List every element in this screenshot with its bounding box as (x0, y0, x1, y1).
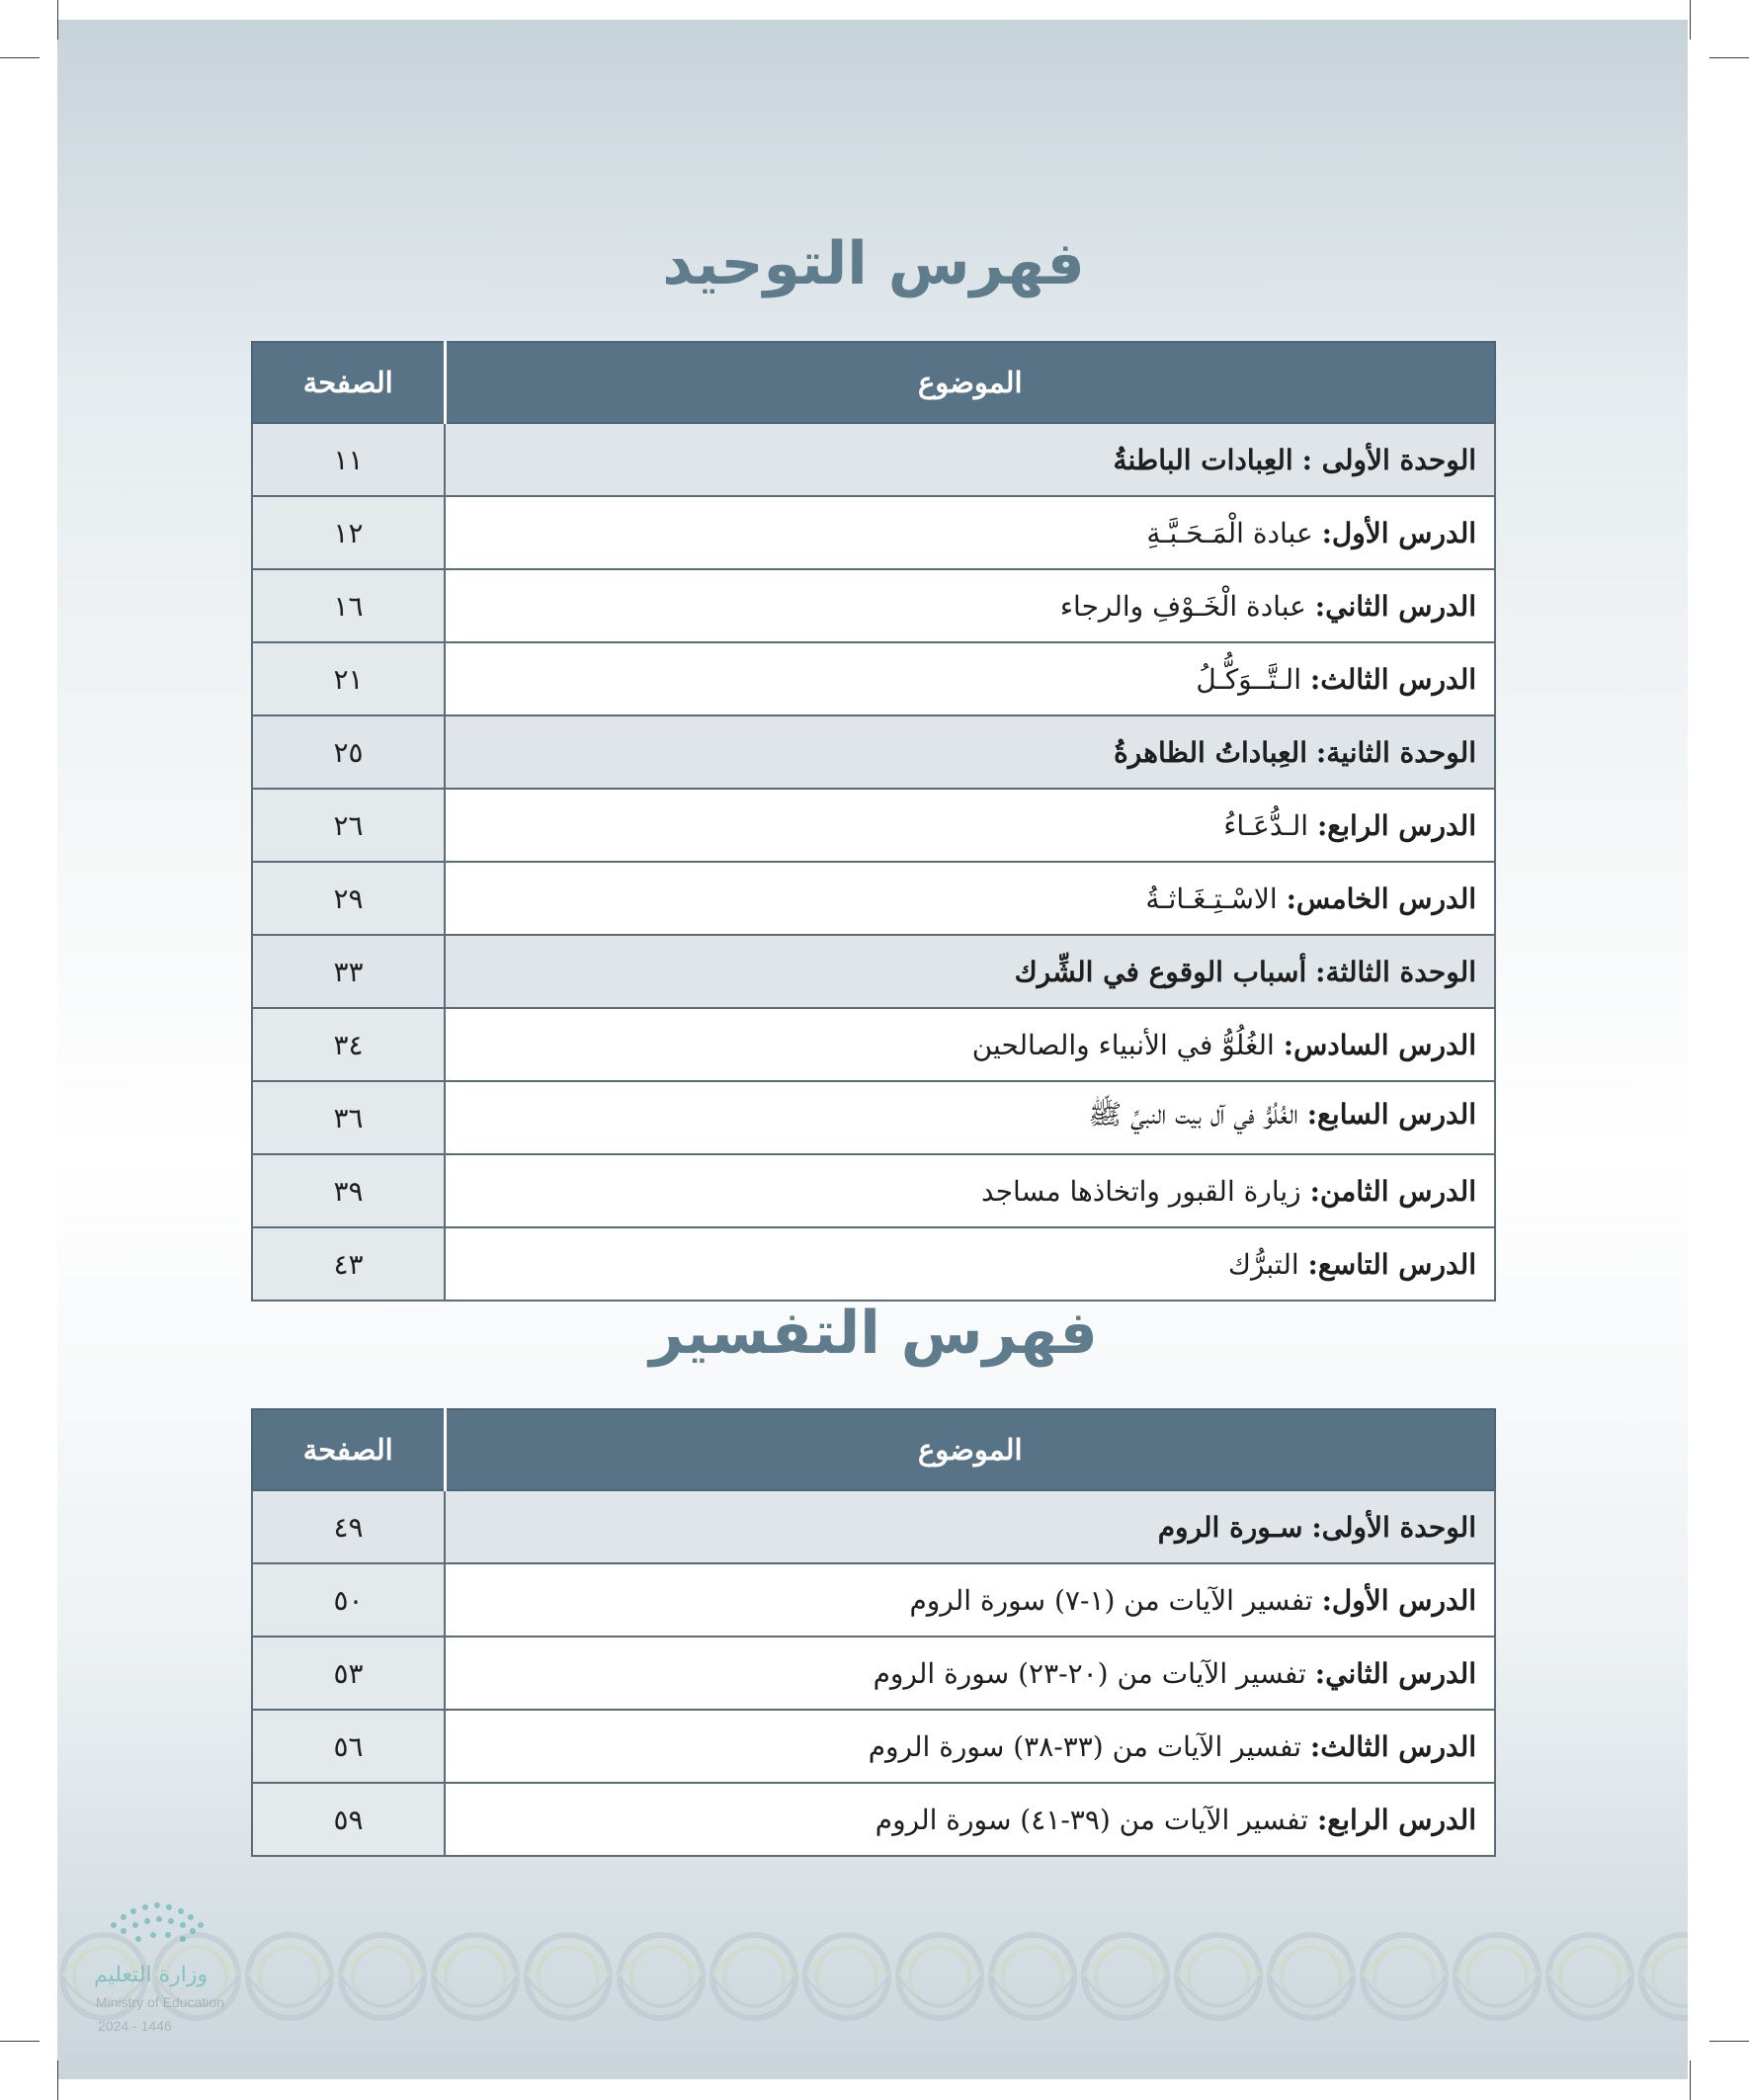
tafseer-index-title: فهرس التفسير (649, 1299, 1098, 1368)
lesson-title: زيارة القبور واتخاذها مساجد (981, 1174, 1301, 1208)
lesson-title: الـدُّعَـاءُ (1223, 808, 1309, 842)
lesson-row (252, 1081, 1495, 1154)
page-number-cell: ٥٠ (252, 1563, 445, 1637)
subject-cell (445, 789, 1495, 862)
lesson-row (252, 1637, 1495, 1710)
crop-mark-top-left-h (0, 57, 40, 58)
page-number-cell: ٣٩ (252, 1154, 445, 1227)
subject-cell (445, 1154, 1495, 1227)
subject-cell (445, 423, 1495, 496)
tafseer-index-table (251, 1408, 1496, 1857)
lesson-title: الغُلُوُّ في آل بيت النبيِّ ﷺ (1088, 1098, 1298, 1131)
page-number-cell: ١٢ (252, 496, 445, 569)
ministry-logo (94, 1895, 321, 2044)
logo-brand-ar: وزارة التعليم (94, 1963, 208, 1987)
lesson-row (252, 1563, 1495, 1637)
lesson-title: تفسير الآيات من (١-٧) سورة الروم (909, 1583, 1313, 1617)
subject-cell (445, 1710, 1495, 1783)
lesson-row (252, 1227, 1495, 1301)
logo-dots-icon (94, 1895, 242, 1955)
lesson-row (252, 1008, 1495, 1081)
unit-title: أسباب الوقوع في الشِّرك (1014, 955, 1307, 988)
lesson-title: تفسير الآيات من (٢٠-٢٣) سورة الروم (873, 1656, 1306, 1690)
lesson-title: تفسير الآيات من (٣٣-٣٨) سورة الروم (868, 1729, 1301, 1763)
page-number-cell: ٥٣ (252, 1637, 445, 1710)
subject-cell (445, 715, 1495, 789)
lesson-row (252, 569, 1495, 642)
subject-column-header: الموضوع (445, 342, 1495, 423)
page-column-header: الصفحة (252, 1409, 445, 1490)
crop-mark-bottom-right-h (1709, 2041, 1749, 2042)
lesson-title: الاسْـتِـغَـاثـةُ (1145, 882, 1278, 915)
subject-cell (445, 1081, 1495, 1154)
lesson-label: الدرس التاسع: (1307, 1247, 1476, 1281)
subject-cell (445, 642, 1495, 715)
table-header-row (252, 1409, 1495, 1490)
lesson-label: الدرس الأول: (1321, 516, 1476, 549)
lesson-label: الدرس الخامس: (1286, 882, 1476, 915)
page-number-cell: ٣٣ (252, 935, 445, 1008)
lesson-label: الدرس السابع: (1306, 1098, 1476, 1131)
subject-cell (445, 935, 1495, 1008)
lesson-row (252, 496, 1495, 569)
lesson-row (252, 1783, 1495, 1856)
lesson-label: الدرس الأول: (1321, 1583, 1476, 1617)
crop-mark-top-right-h (1709, 57, 1749, 58)
lesson-label: الدرس الثاني: (1314, 1656, 1476, 1690)
lesson-title: عبادة الْمَـحَـبَّـةِ (1146, 516, 1313, 549)
page-number-cell: ٤٩ (252, 1490, 445, 1563)
table-header-row (252, 342, 1495, 423)
page-number-cell: ٤٣ (252, 1227, 445, 1301)
lesson-label: الدرس السادس: (1283, 1028, 1476, 1061)
tawheed-index-table (251, 341, 1496, 1302)
subject-cell (445, 1563, 1495, 1637)
unit-label: الوحدة الثالثة: (1315, 955, 1476, 988)
lesson-label: الدرس الثاني: (1314, 589, 1476, 623)
unit-row (252, 423, 1495, 496)
crop-mark-bottom-right-v (1690, 2060, 1691, 2100)
unit-title: العِبادات الباطنةُ (1113, 443, 1293, 476)
lesson-title: التبرُّك (1227, 1247, 1299, 1281)
subject-cell (445, 862, 1495, 935)
lesson-row (252, 642, 1495, 715)
lesson-label: الدرس الرابع: (1316, 1803, 1476, 1836)
lesson-title: الـتَّــوَكُّـلُ (1196, 662, 1301, 696)
page-number-cell: ٢٩ (252, 862, 445, 935)
logo-year: 2024 - 1446 (98, 2018, 172, 2034)
page-number-cell: ٢٦ (252, 789, 445, 862)
page-number-cell: ٣٦ (252, 1081, 445, 1154)
unit-label: الوحدة الأولى : (1301, 443, 1476, 476)
lesson-row (252, 1154, 1495, 1227)
lesson-row (252, 1710, 1495, 1783)
lesson-title: عبادة الْخَـوْفِ والرجاء (1059, 589, 1306, 623)
crop-mark-bottom-left-h (0, 2041, 40, 2042)
unit-row (252, 935, 1495, 1008)
page-number-cell: ٢١ (252, 642, 445, 715)
unit-row (252, 715, 1495, 789)
unit-label: الوحدة الثانية: (1315, 735, 1476, 769)
lesson-label: الدرس الثالث: (1309, 662, 1476, 696)
lesson-label: الدرس الثامن: (1309, 1174, 1476, 1208)
page-number-cell: ٣٤ (252, 1008, 445, 1081)
subject-cell (445, 1227, 1495, 1301)
subject-cell (445, 1008, 1495, 1081)
subject-cell (445, 1490, 1495, 1563)
page-column-header: الصفحة (252, 342, 445, 423)
page-number-cell: ٥٩ (252, 1783, 445, 1856)
lesson-title: تفسير الآيات من (٣٩-٤١) سورة الروم (874, 1803, 1309, 1836)
lesson-label: الدرس الثالث: (1309, 1729, 1476, 1763)
lesson-row (252, 789, 1495, 862)
subject-cell (445, 496, 1495, 569)
crop-mark-top-left-v (57, 0, 58, 40)
subject-cell (445, 1637, 1495, 1710)
subject-column-header: الموضوع (445, 1409, 1495, 1490)
lesson-label: الدرس الرابع: (1316, 808, 1476, 842)
unit-title: سـورة الروم (1157, 1510, 1303, 1544)
subject-cell (445, 569, 1495, 642)
subject-cell (445, 1783, 1495, 1856)
page-number-cell: ٥٦ (252, 1710, 445, 1783)
lesson-title: الغُلُوُّ في الأنبياء والصالحين (971, 1028, 1275, 1061)
lesson-row (252, 862, 1495, 935)
crop-mark-top-right-v (1690, 0, 1691, 40)
unit-label: الوحدة الأولى: (1311, 1510, 1476, 1544)
page-number-cell: ٢٥ (252, 715, 445, 789)
unit-row (252, 1490, 1495, 1563)
page-number-cell: ١١ (252, 423, 445, 496)
page-number-cell: ١٦ (252, 569, 445, 642)
unit-title: العِباداتُ الظاهرةُ (1114, 735, 1307, 769)
logo-brand-en: Ministry of Education (96, 1994, 224, 2010)
tawheed-index-title: فهرس التوحيد (662, 229, 1085, 298)
